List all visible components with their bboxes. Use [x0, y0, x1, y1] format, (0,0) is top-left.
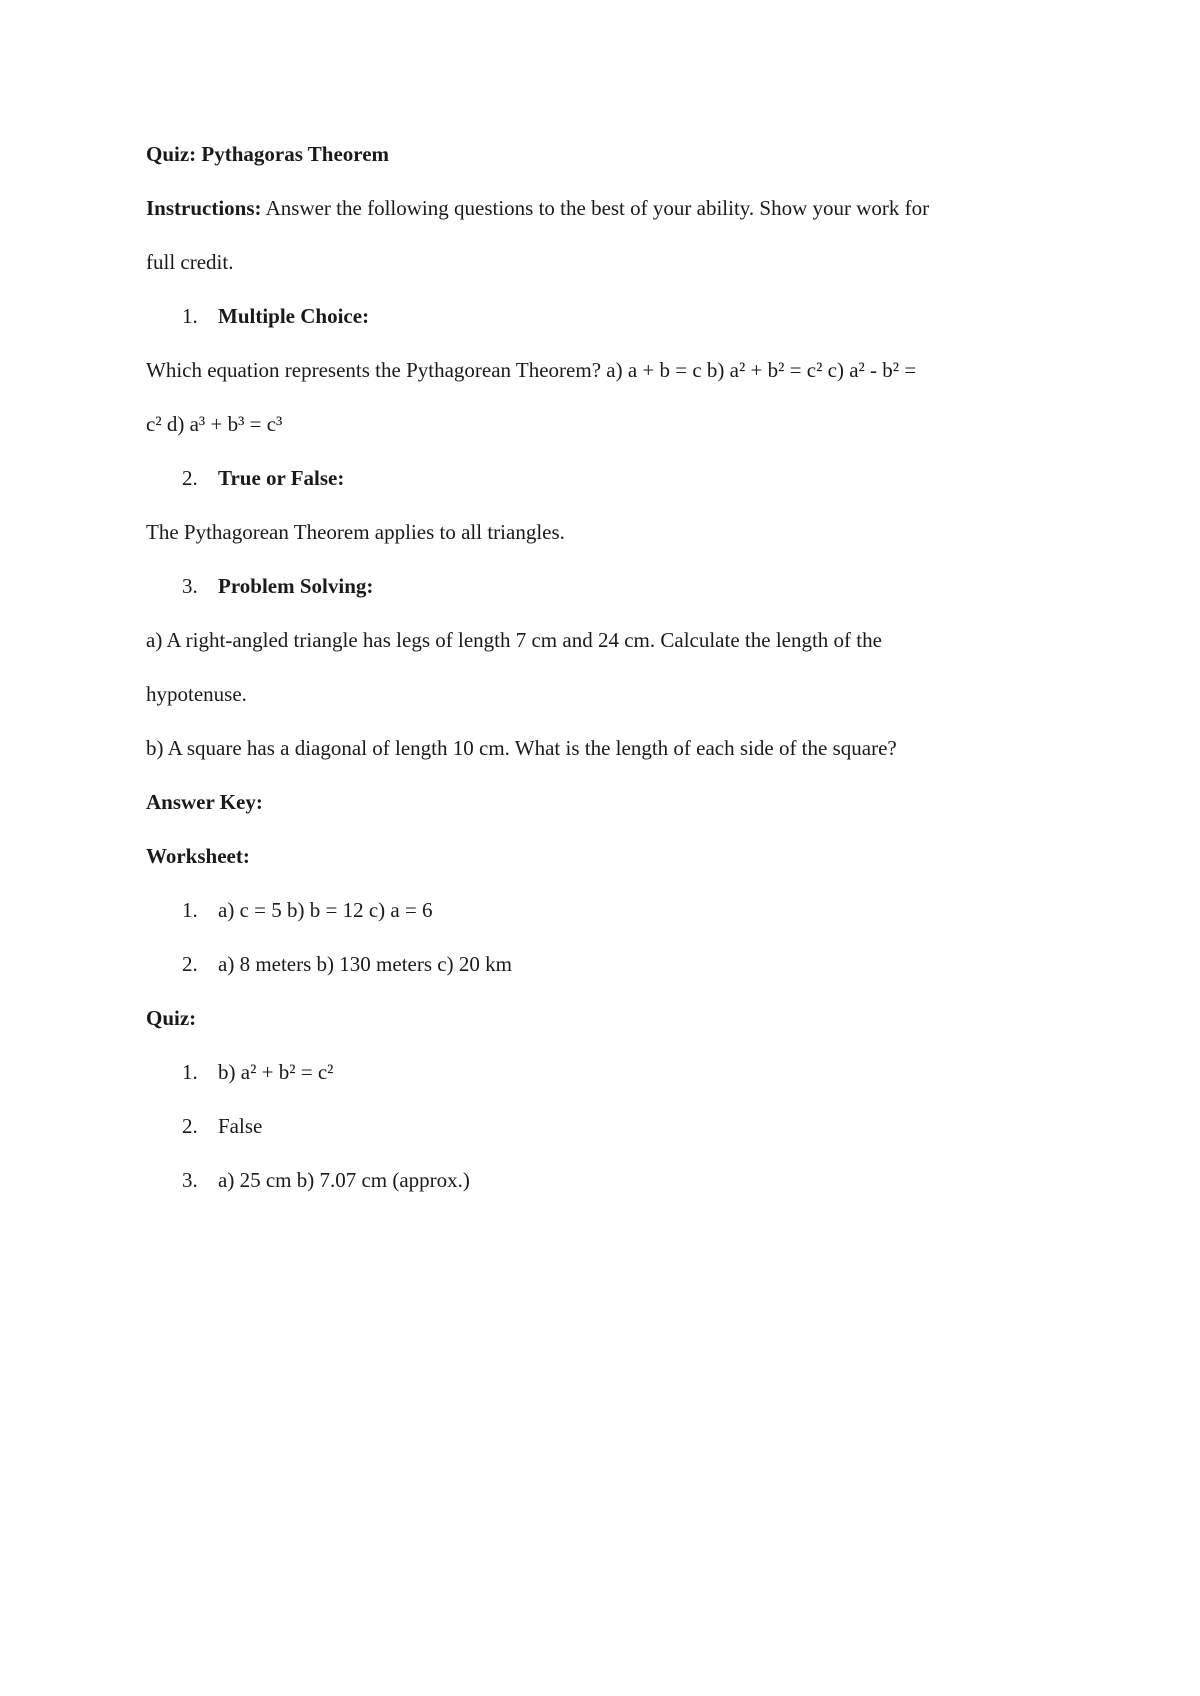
question-1-line-2: c² d) a³ + b³ = c³ [146, 412, 283, 436]
quiz-answer-2-text: False [218, 1114, 263, 1138]
question-3-line-2: hypotenuse. [146, 682, 247, 706]
instructions-line-2: full credit. [146, 250, 234, 274]
quiz-answer-1-text: b) a² + b² = c² [218, 1060, 334, 1084]
quiz-answer-2-number: 2. [182, 1114, 198, 1138]
question-3-number: 3. [182, 574, 198, 598]
question-3-line-3: b) A square has a diagonal of length 10 cm. What is the length of each side of the square? [146, 736, 897, 760]
worksheet-heading: Worksheet: [146, 844, 250, 868]
quiz-answers-heading: Quiz: [146, 1006, 197, 1030]
answer-key-heading: Answer Key: [146, 790, 263, 814]
worksheet-item-2-number: 2. [182, 952, 198, 976]
instructions-text: Answer the following questions to the best of your ability. Show your work for [261, 196, 930, 220]
instructions-line-1 [146, 194, 929, 222]
question-2-line-1: The Pythagorean Theorem applies to all triangles. [146, 520, 565, 544]
question-2-number: 2. [182, 466, 198, 490]
worksheet-item-2-text: a) 8 meters b) 130 meters c) 20 km [218, 952, 512, 976]
question-1-heading: Multiple Choice: [218, 304, 370, 328]
instructions-label: Instructions: [146, 196, 262, 220]
question-3-heading: Problem Solving: [218, 574, 374, 598]
worksheet-item-1-text: a) c = 5 b) b = 12 c) a = 6 [218, 898, 433, 922]
worksheet-item-1-number: 1. [182, 898, 198, 922]
question-3-line-1: a) A right-angled triangle has legs of length 7 cm and 24 cm. Calculate the length of the [146, 628, 882, 652]
quiz-title: Quiz: Pythagoras Theorem [146, 142, 390, 166]
quiz-answer-1-number: 1. [182, 1060, 198, 1084]
question-1-number: 1. [182, 304, 198, 328]
question-2-heading: True or False: [218, 466, 345, 490]
quiz-answer-3-text: a) 25 cm b) 7.07 cm (approx.) [218, 1168, 470, 1192]
question-1-line-1: Which equation represents the Pythagorean Theorem? a) a + b = c b) a² + b² = c² c) a² - b² = [146, 358, 917, 382]
quiz-answer-3-number: 3. [182, 1168, 198, 1192]
